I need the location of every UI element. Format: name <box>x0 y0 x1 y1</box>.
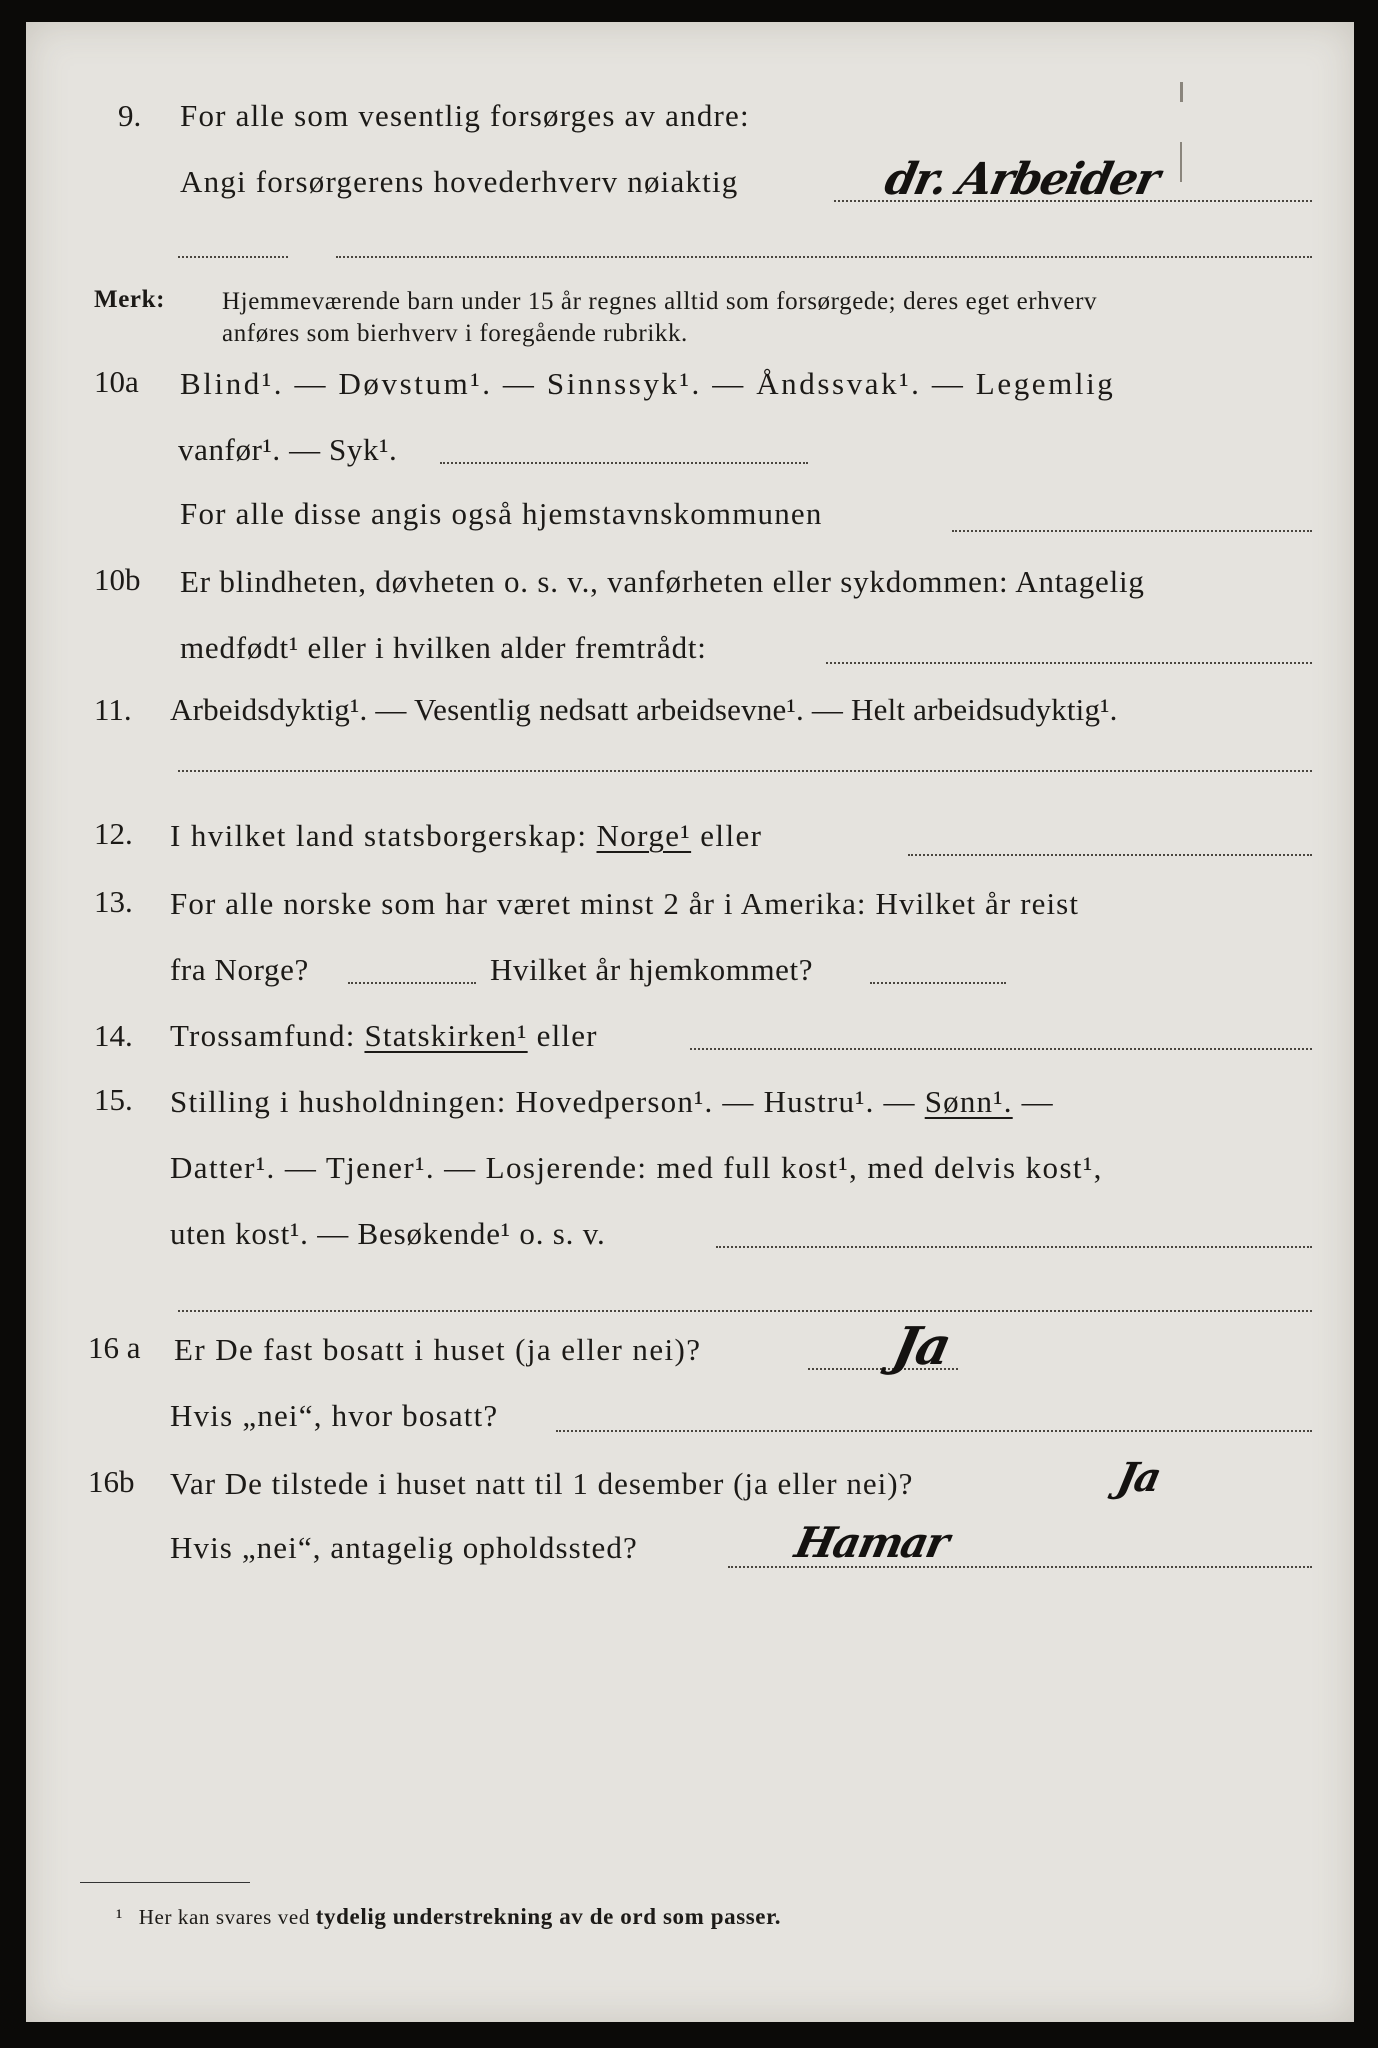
q16a-line2: Hvis „nei“, hvor bosatt? <box>170 1398 499 1433</box>
q12-eller: eller <box>700 818 763 853</box>
question-number-14: 14. <box>94 1018 133 1053</box>
q14-eller: eller <box>536 1018 598 1053</box>
q9-line2: Angi forsørgerens hovederhverv nøiaktig <box>180 164 739 199</box>
q16a-bosatt-field[interactable] <box>556 1430 1312 1432</box>
question-number-9: 9. <box>118 98 142 133</box>
q10a-line1: Blind¹. — Døvstum¹. — Sinnssyk¹. — Åndssvak¹. — Legemlig <box>180 366 1116 401</box>
question-number-11: 11. <box>94 692 132 727</box>
question-number-16a: 16 a <box>88 1330 141 1365</box>
q9-handwritten-answer: dr. Arbeider <box>880 154 1163 205</box>
q15-line3: uten kost¹. — Besøkende¹ o. s. v. <box>170 1216 606 1251</box>
q12-line <box>170 818 762 854</box>
q16b-line2: Hvis „nei“, antagelig opholdssted? <box>170 1530 638 1565</box>
q12-underlined-answer: Norge¹ <box>596 818 692 853</box>
q10a-line3: For alle disse angis også hjemstavnskommunen <box>180 496 823 531</box>
q11-field[interactable] <box>178 770 1312 772</box>
q9-extra-field-2[interactable] <box>336 256 1312 258</box>
pencil-mark <box>1180 82 1183 102</box>
q15-line1-dash: — <box>1021 1084 1054 1119</box>
q10b-field[interactable] <box>826 662 1312 664</box>
q11-line1: Arbeidsdyktig¹. — Vesentlig nedsatt arbeidsevne¹. — Helt arbeidsudyktig¹. <box>170 692 1118 727</box>
footnote <box>116 1904 781 1930</box>
q13-line2a: fra Norge? <box>170 952 309 987</box>
q16b-handwritten-answer: Ja <box>1113 1454 1164 1501</box>
question-number-16b: 16b <box>88 1464 135 1499</box>
q16a-handwritten-answer: Ja <box>887 1316 955 1377</box>
q10b-line2: medfødt¹ eller i hvilken alder fremtrådt: <box>180 630 707 665</box>
census-form-page <box>26 22 1354 2022</box>
footnote-mark: ¹ <box>116 1905 123 1929</box>
question-number-12: 12. <box>94 816 133 851</box>
q16b-line1: Var De tilstede i huset natt til 1 desember (ja eller nei)? <box>170 1466 914 1501</box>
q15-line1-text: Stilling i husholdningen: Hovedperson¹. — Hustru¹. — <box>170 1084 916 1119</box>
merk-line2: anføres som bierhverv i foregående rubrikk. <box>222 320 688 347</box>
q15-line2: Datter¹. — Tjener¹. — Losjerende: med full kost¹, med delvis kost¹, <box>170 1150 1103 1185</box>
q16b-handwritten-place: Hamar <box>790 1518 952 1567</box>
question-number-10a: 10a <box>94 364 139 399</box>
pencil-mark <box>1180 142 1182 182</box>
q15-underlined-answer: Sønn¹. <box>924 1084 1013 1119</box>
question-number-13: 13. <box>94 884 133 919</box>
merk-line1: Hjemmeværende barn under 15 år regnes alltid som forsørgede; deres eget erhverv <box>222 288 1098 315</box>
q14-underlined-answer: Statskirken¹ <box>364 1018 528 1053</box>
q13-hjemkommet-field[interactable] <box>870 982 1006 984</box>
q13-line2b: Hvilket år hjemkommet? <box>490 952 814 987</box>
footnote-bold-text: tydelig understrekning av de ord som passer. <box>315 1904 782 1929</box>
q10b-line1: Er blindheten, døvheten o. s. v., vanførheten eller sykdommen: Antagelig <box>180 564 1145 599</box>
q10a-line2: vanfør¹. — Syk¹. <box>178 432 398 467</box>
q10a-hometown-field[interactable] <box>952 530 1312 532</box>
q14-field[interactable] <box>690 1048 1312 1050</box>
q13-line1: For alle norske som har været minst 2 år i Amerika: Hvilket år reist <box>170 886 1080 921</box>
q12-question: I hvilket land statsborgerskap: <box>170 818 588 853</box>
question-number-10b: 10b <box>94 562 141 597</box>
q9-line1: For alle som vesentlig forsørges av andre: <box>180 98 750 133</box>
q10a-field[interactable] <box>440 462 808 464</box>
q15-extra-field[interactable] <box>178 1310 1312 1312</box>
merk-label: Merk: <box>94 286 166 313</box>
q15-field[interactable] <box>716 1246 1312 1248</box>
q15-line1 <box>170 1084 1054 1120</box>
q14-line <box>170 1018 598 1054</box>
q12-field[interactable] <box>908 854 1312 856</box>
question-number-15: 15. <box>94 1082 133 1117</box>
q14-question: Trossamfund: <box>170 1018 356 1053</box>
footnote-text: Her kan svares ved <box>138 1905 310 1929</box>
footnote-rule <box>80 1882 250 1883</box>
q9-extra-field[interactable] <box>178 256 288 258</box>
q16a-line1: Er De fast bosatt i huset (ja eller nei)? <box>174 1332 702 1367</box>
q13-reist-field[interactable] <box>348 982 476 984</box>
